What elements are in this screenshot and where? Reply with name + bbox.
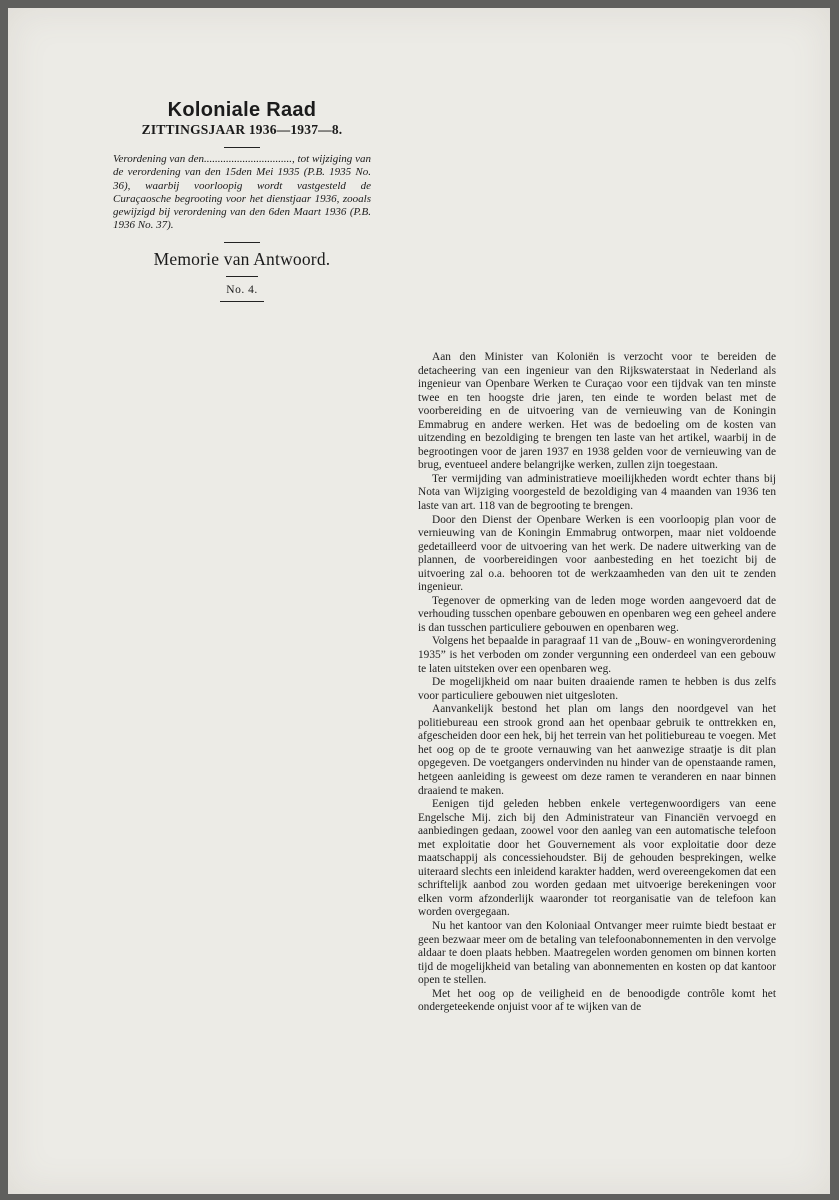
document-page <box>8 8 830 1194</box>
body-text <box>418 351 776 1015</box>
paragraph: De mogelijkheid om naar buiten draaiende ramen te hebben is dus zelfs voor particuliere gebouwen niet uitgesloten. <box>418 676 776 702</box>
paragraph: Volgens het bepaalde in paragraaf 11 van de „Bouw- en woningverordening 1935” is het verboden om zonder vergunning een onderdeel van een gebouw te laten uitsteken over een openbaren weg. <box>418 635 776 675</box>
paragraph: Eenigen tijd geleden hebben enkele vertegenwoordigers van eene Engelsche Mij. zich bij den Administrateur van Financiën vervoegd en aanbiedingen gedaan, zoowel voor den aanleg van een automatische telefoon met exploitatie door het Gouvernement als voor exploitatie door deze maatschappij als concessiehoudster. Bij de gehouden besprekingen, welke uiteraard slechts een inleidend karakter hadden, werd overeengekomen dat een schriftelijk aanbod zou worden gedaan met uitvoerige berekeningen voor elken vorm afzonderlijk waaronder tot reorganisatie van de telefoon kan worden overgegaan. <box>418 798 776 919</box>
header-divider-2 <box>224 242 260 243</box>
paragraph: Nu het kantoor van den Koloniaal Ontvanger meer ruimte biedt bestaat er geen bezwaar meer om de betaling van telefoonabonnementen in den vervolge aldaar te doen plaats hebben. Maatregelen worden genomen om binnen korten tijd de mogelijkheid van betaling van abonnementen en kosten op dat kantoor open te stellen. <box>418 919 776 987</box>
number-underline <box>220 301 264 302</box>
paragraph: Aanvankelijk bestond het plan om langs den noordgevel van het politiebureau een strook grond aan het openbaar gebruik te onttrekken en, afgescheiden door een hek, bij het terrein van het politiebureau te voegen. Met het oog op de te groote vernauwing van het aanwezige straatje is dit plan opgegeven. De voetgangers ondervinden nu hinder van de openstaande ramen, hetgeen aanleiding is geweest om deze ramen te veranderen en naar binnen draaiend te maken. <box>418 703 776 797</box>
paragraph: Aan den Minister van Koloniën is verzocht voor te bereiden de detacheering van een ingenieur van den Rijkswaterstaat in Nederland als ingenieur van Openbare Werken te Curaçao voor een tijdvak van ten minste twee en ten hoogste drie jaren, ten einde te worden belast met de voorbereiding en de uitvoering van de vernieuwing van de Koningin Emmabrug en andere werken. Het was de bedoeling om de kosten van uitzending en bezoldiging te brengen ten laste van het artikel, waarbij in de begrootingen voor de jaren 1937 en 1938 gelden voor de vernieuwing van de brug, eventueel andere belangrijke werken, zullen zijn toegestaan. <box>418 351 776 472</box>
paragraph: Met het oog op de veiligheid en de benoodigde contrôle komt het ondergeteekende onjuist voor af te wijken van de <box>418 987 776 1014</box>
paragraph: Ter vermijding van administratieve moeilijkheden wordt echter thans bij Nota van Wijziging voorgesteld de bezoldiging van 4 maanden van 1936 ten laste van art. 118 van de begrooting te brengen. <box>418 472 776 513</box>
memorie-title: Memorie van Antwoord. <box>153 248 331 269</box>
paragraph: Tegenover de opmerking van de leden moge worden aangevoerd dat de verhouding tusschen openbare gebouwen en openbaren weg een geheel andere is dan tusschen particuliere gebouwen en openbaren weg. <box>418 594 776 634</box>
ordinance-description: Verordening van den................................, tot wijziging van de verordening van den 15den Mei 1935 (P.B. 1935 No. 36), waarbij voorloopig wordt vastgesteld de Curaçaosche begrooting voor het dienstjaar 1936, zooals gewijzigd bij verordening van den 6den Maart 1936 (P.B. 1936 No. 37). <box>113 153 371 232</box>
paragraph: Door den Dienst der Openbare Werken is een voorloopig plan voor de vernieuwing van de Koningin Emmabrug ontworpen, maar niet voldoende gedetailleerd voor de uitvoering van het werk. De nadere uitwerking van de plannen, de voorbereidingen voor aanbesteding en het toezicht bij de uitvoering zal o.a. behooren tot de werkzaamheden van den uit te zenden ingenieur. <box>418 513 776 594</box>
session-year: ZITTINGSJAAR 1936—1937—8. <box>141 122 343 137</box>
header-divider-3 <box>226 276 258 277</box>
document-header <box>113 98 371 302</box>
council-title: Koloniale Raad <box>167 99 317 121</box>
header-divider <box>224 147 260 148</box>
document-number: No. 4. <box>226 283 258 296</box>
